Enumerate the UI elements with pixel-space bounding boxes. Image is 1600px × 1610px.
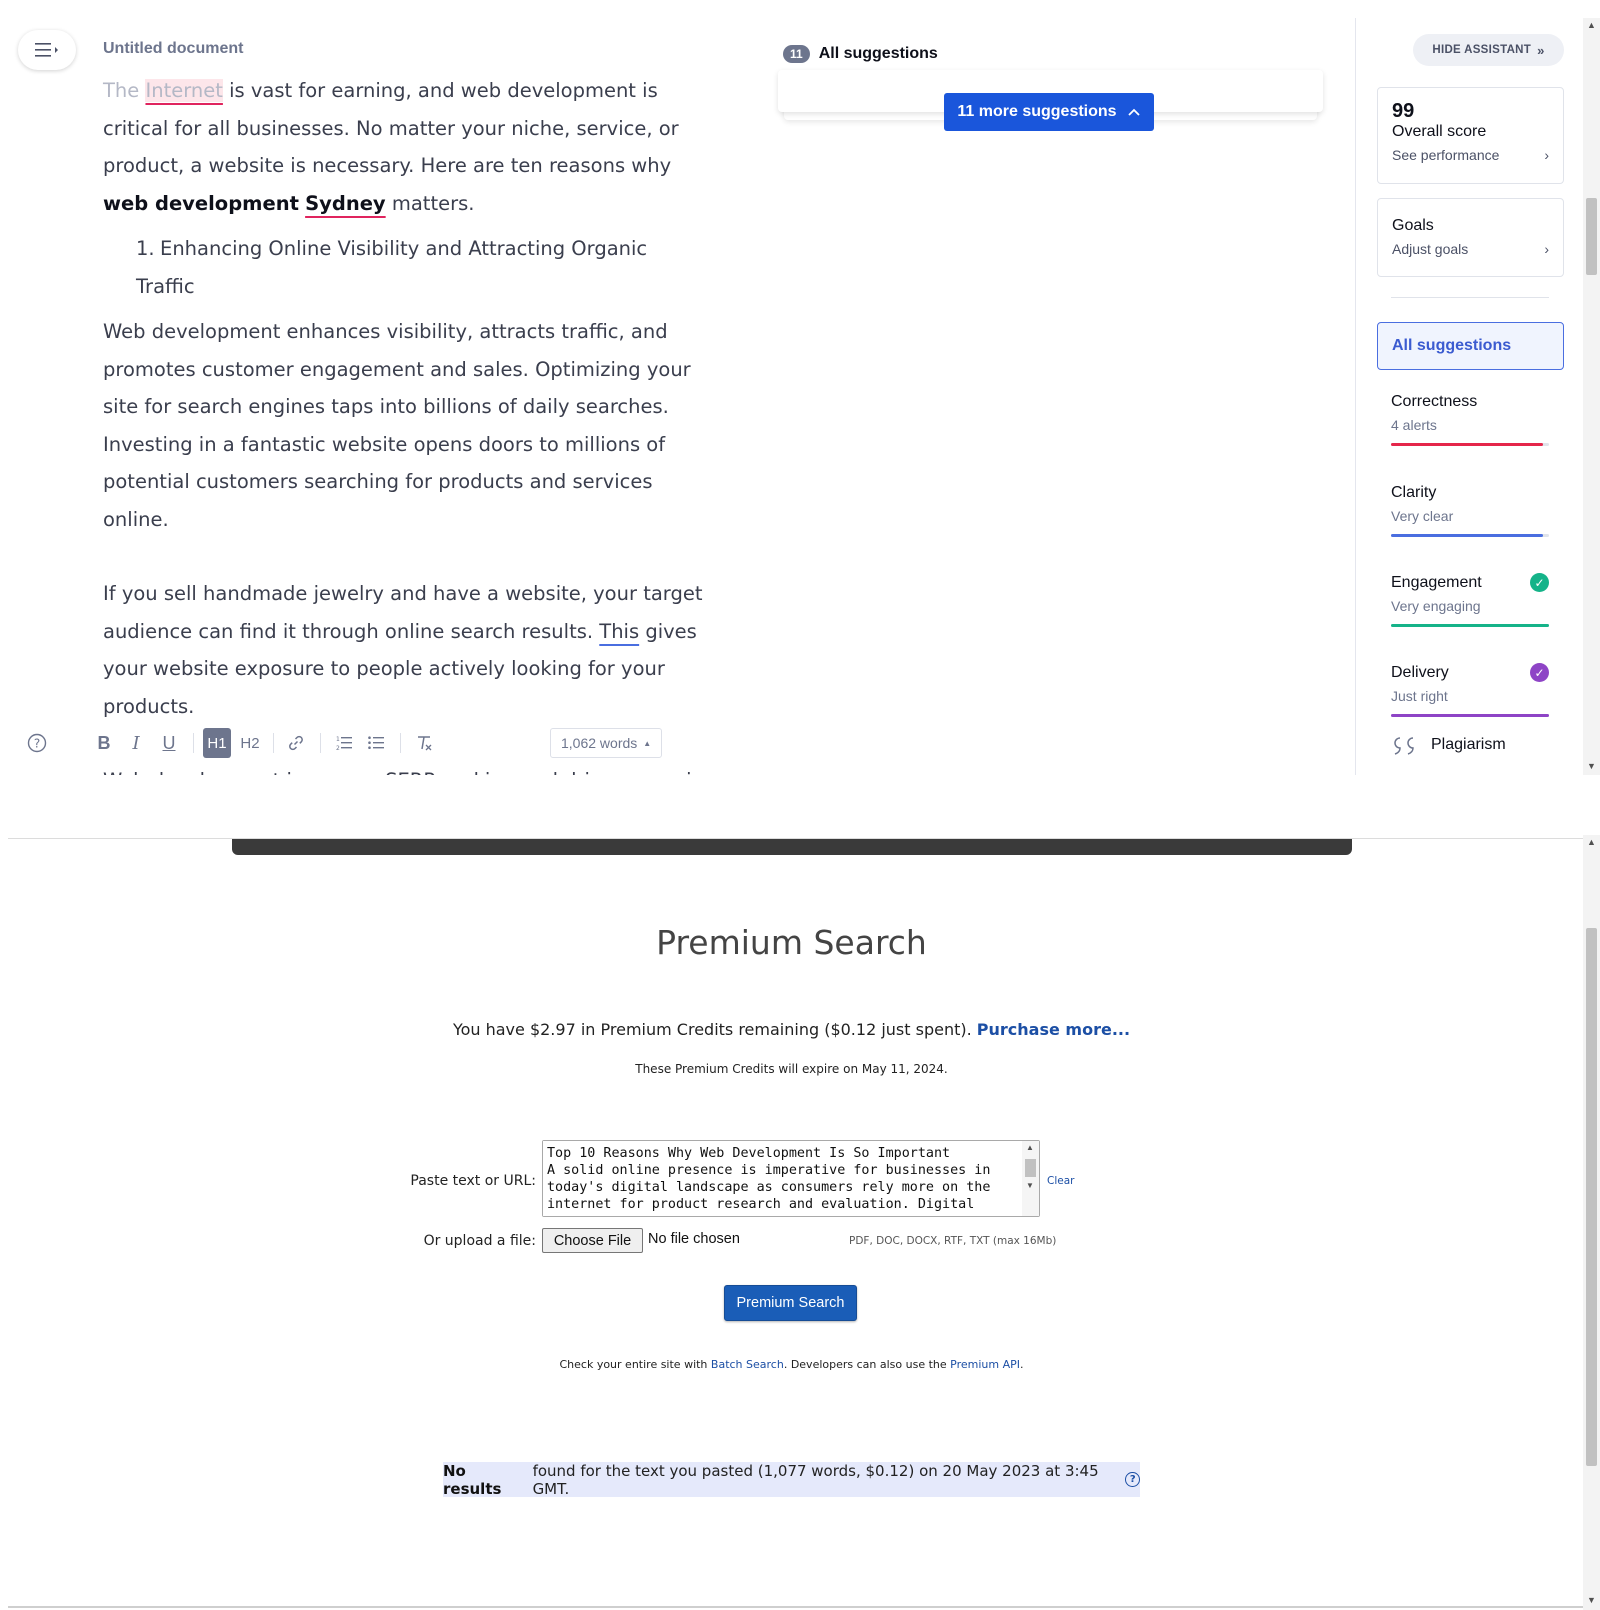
suggestion-internet[interactable]: Internet [145, 79, 223, 102]
page-scrollbar[interactable] [1583, 835, 1600, 1610]
scrollbar-thumb[interactable] [1586, 928, 1597, 1466]
suggestions-count-badge: 11 [783, 45, 810, 63]
results-banner [443, 1462, 1140, 1497]
suggestion-this[interactable]: This [599, 619, 640, 643]
help-icon[interactable]: ? [1125, 1472, 1140, 1487]
link-icon [287, 734, 305, 752]
see-performance-link[interactable]: See performance [1392, 147, 1500, 163]
document-editor[interactable] [103, 72, 708, 718]
hamburger-icon [33, 42, 61, 58]
editor-scrollbar[interactable] [1583, 18, 1600, 775]
scrollbar-thumb[interactable] [1586, 198, 1597, 275]
svg-text:?: ? [33, 736, 41, 751]
format-toolbar [0, 728, 720, 768]
check-circle-icon: ✓ [1530, 663, 1549, 682]
overall-score-label: Overall score [1392, 123, 1487, 140]
textarea-scrollbar[interactable] [1022, 1141, 1039, 1216]
page-title: Premium Search [656, 923, 927, 962]
bold-web-development: web development [103, 191, 299, 215]
bullet-list-button[interactable] [365, 728, 387, 758]
double-chevron-right-icon: » [1537, 42, 1545, 58]
intro-faded-start: The Internet [103, 79, 223, 102]
suggestions-header [783, 45, 938, 63]
batch-search-link[interactable]: Batch Search [710, 1358, 784, 1371]
credits-line: You have $2.97 in Premium Credits remaining ($0.12 just spent). Purchase more... [452, 1020, 1131, 1039]
scroll-down-icon[interactable]: ▼ [1587, 761, 1596, 771]
suggestions-title: All suggestions [818, 45, 938, 62]
site-navbar [232, 811, 1352, 855]
overall-score-card[interactable] [1377, 87, 1564, 184]
adjust-goals-link[interactable]: Adjust goals [1392, 241, 1469, 257]
intro-text: is vast for earning, and web development is critical for all businesses. No matter your niche, service, or product, a website is necessary. Here are ten reasons why [103, 79, 679, 177]
h1-button[interactable]: H1 [203, 728, 231, 758]
all-suggestions-tab[interactable]: All suggestions [1377, 322, 1564, 370]
editor-window [0, 0, 1600, 775]
more-suggestions-button[interactable]: 11 more suggestions [944, 93, 1154, 131]
paragraph-intro: The Internet is vast for earning, and web development is critical for all businesses. No matter your niche, service, or product, a website is necessary. Here are ten reasons why web development Sydney matters. [103, 79, 679, 215]
link-button[interactable] [285, 728, 307, 758]
help-icon [27, 733, 47, 753]
upload-label: Or upload a file: [423, 1233, 536, 1249]
numbered-list-icon [335, 734, 353, 752]
paragraph-visibility: Web development enhances visibility, attracts traffic, and promotes customer engagement and sales. Optimizing your site for search engines taps into billions of daily searches. Investing in a fantastic website opens doors to millions of potential customers searching for products and services online. [103, 320, 691, 531]
help-button[interactable] [26, 728, 48, 758]
metric-clarity[interactable]: Clarity Very clear [1391, 484, 1549, 537]
svg-text:2: 2 [336, 745, 340, 752]
engagement-bar [1391, 624, 1549, 627]
caret-up-icon: ▲ [643, 738, 652, 748]
italic-button[interactable]: I [132, 732, 140, 754]
hide-assistant-button[interactable]: HIDE ASSISTANT » [1413, 34, 1564, 66]
overall-score-value: 99 [1392, 100, 1415, 122]
correctness-bar [1391, 443, 1543, 446]
suggestion-sydney[interactable]: Sydney [305, 191, 386, 215]
choose-file-button[interactable]: Choose File [542, 1228, 643, 1253]
goals-card[interactable] [1377, 198, 1564, 277]
delivery-bar [1391, 714, 1549, 717]
results-text: found for the text you pasted (1,077 words, $0.12) on 20 May 2023 at 3:45 GMT. [532, 1461, 1099, 1498]
metric-correctness[interactable]: Correctness 4 alerts [1391, 393, 1549, 446]
check-site-note: Check your entire site with Batch Search. Developers can also use the Premium API. [559, 1358, 1024, 1371]
word-count[interactable]: 1,062 words ▲ [550, 728, 662, 758]
chevron-up-icon [1127, 107, 1141, 117]
scroll-down-icon[interactable]: ▼ [1026, 1181, 1034, 1190]
paste-textarea-box[interactable] [542, 1140, 1040, 1217]
chevron-right-icon: › [1544, 147, 1549, 163]
paste-label: Paste text or URL: [410, 1173, 536, 1189]
h2-button[interactable]: H2 [240, 734, 260, 752]
premium-search-button[interactable]: Premium Search [724, 1285, 857, 1321]
paragraph-jewelry: If you sell handmade jewelry and have a website, your target audience can find it through online search results. This gives your website exposure to people actively looking for your products. [103, 582, 703, 718]
scroll-up-icon[interactable]: ▲ [1587, 837, 1596, 847]
clear-link[interactable]: Clear [1047, 1175, 1075, 1187]
scroll-up-icon[interactable]: ▲ [1587, 20, 1596, 30]
scroll-down-icon[interactable]: ▼ [1587, 1595, 1596, 1605]
scroll-up-icon[interactable]: ▲ [1026, 1143, 1034, 1152]
svg-text:1: 1 [336, 736, 340, 743]
metric-delivery[interactable]: Delivery ✓ Just right [1391, 663, 1549, 717]
plagiarism-item[interactable]: Plagiarism [1391, 735, 1506, 755]
clear-format-button[interactable] [413, 728, 435, 758]
scrollbar-thumb[interactable] [1025, 1159, 1036, 1177]
list-item: 1. Enhancing Online Visibility and Attracting Organic Traffic [136, 237, 648, 298]
goals-label: Goals [1392, 217, 1434, 234]
underline-button[interactable]: U [162, 732, 176, 753]
chevron-right-icon: › [1544, 241, 1549, 257]
no-file-text: No file chosen [648, 1231, 740, 1247]
file-formats-note: PDF, DOC, DOCX, RTF, TXT (max 16Mb) [849, 1235, 1057, 1247]
clarity-bar [1391, 534, 1543, 537]
numbered-list-button[interactable] [333, 728, 355, 758]
premium-search-page [0, 775, 1600, 1610]
purchase-more-link[interactable]: Purchase more... [976, 1020, 1131, 1039]
premium-api-link[interactable]: Premium API [950, 1358, 1021, 1371]
no-results-label: No results [443, 1461, 502, 1498]
metric-engagement[interactable]: Engagement ✓ Very engaging [1391, 573, 1549, 627]
bold-button[interactable]: B [97, 732, 111, 753]
clear-format-icon [415, 734, 433, 752]
credits-expire-note: These Premium Credits will expire on May 11, 2024. [635, 1062, 948, 1076]
check-circle-icon: ✓ [1530, 573, 1549, 592]
paste-textarea[interactable] [543, 1141, 1021, 1216]
menu-button[interactable] [18, 30, 76, 70]
document-title[interactable]: Untitled document [103, 40, 244, 57]
quote-icon [1391, 735, 1417, 755]
bullet-list-icon [367, 734, 385, 752]
